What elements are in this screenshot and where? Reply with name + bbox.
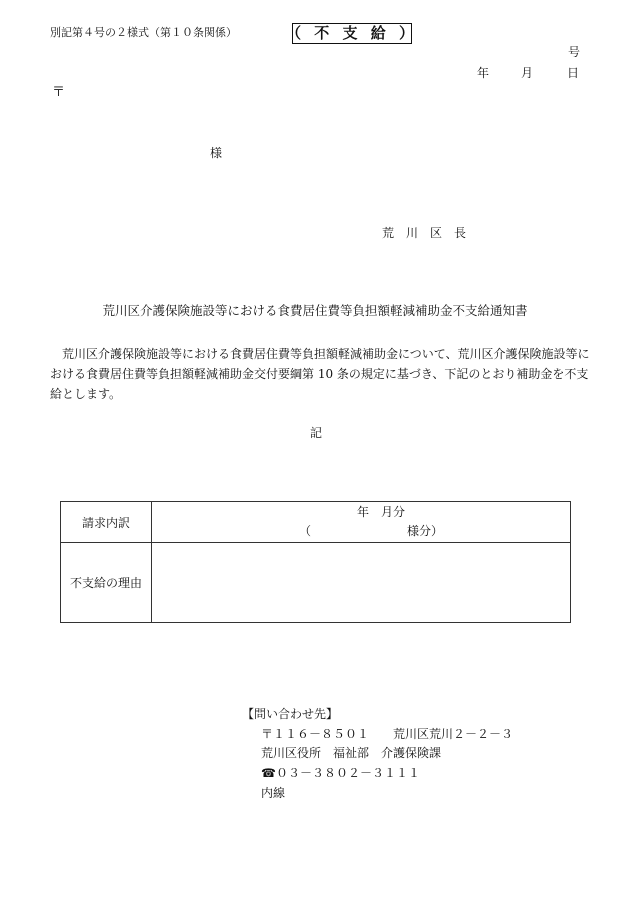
reason-header: 不支給の理由	[61, 543, 152, 623]
detail-table	[60, 501, 571, 623]
form-reference: 別記第４号の２様式（第１０条関係）	[50, 26, 237, 39]
table-row	[61, 543, 571, 623]
document-title: 荒川区介護保険施設等における食費居住費等負担額軽減補助金不支給通知書	[102, 303, 528, 318]
contact-department: 荒川区役所 福祉部 介護保険課	[261, 746, 442, 760]
contact-address: 〒１１６－８５０１ 荒川区荒川２－２－３	[261, 727, 514, 741]
phone-icon: ☎	[261, 766, 276, 780]
table-row	[61, 502, 571, 543]
ki-marker: 記	[310, 426, 323, 440]
claim-breakdown-cell	[152, 502, 571, 543]
claim-person: （ 様分）	[298, 524, 443, 538]
contact-heading: 【問い合わせ先】	[242, 707, 339, 721]
document-number-label: 号	[568, 45, 581, 59]
recipient-honorific: 様	[210, 146, 223, 160]
claim-month: 年 月分	[356, 505, 405, 519]
date-day: 日	[567, 66, 580, 80]
body-paragraph: 荒川区介護保険施設等における食費居住費等負担額軽減補助金について、荒川区介護保険施設等における食費居住費等負担額軽減補助金交付要綱第 10 条の規定に基づき、下記のとおり補助金を不支給とします。	[50, 347, 590, 401]
contact-extension: 内線	[261, 786, 286, 800]
issuer-name: 荒 川 区 長	[382, 226, 467, 240]
contact-phone-number: ０３－３８０２－３１１１	[275, 766, 420, 780]
date-year: 年	[477, 66, 490, 80]
reason-cell	[152, 543, 571, 623]
claim-breakdown-header: 請求内訳	[61, 502, 152, 543]
issue-date	[477, 67, 579, 79]
contact-phone	[261, 767, 420, 779]
status-label-box: （ 不 支 給 ）	[286, 24, 418, 42]
date-month: 月	[521, 66, 534, 80]
postal-mark: 〒	[52, 85, 66, 100]
